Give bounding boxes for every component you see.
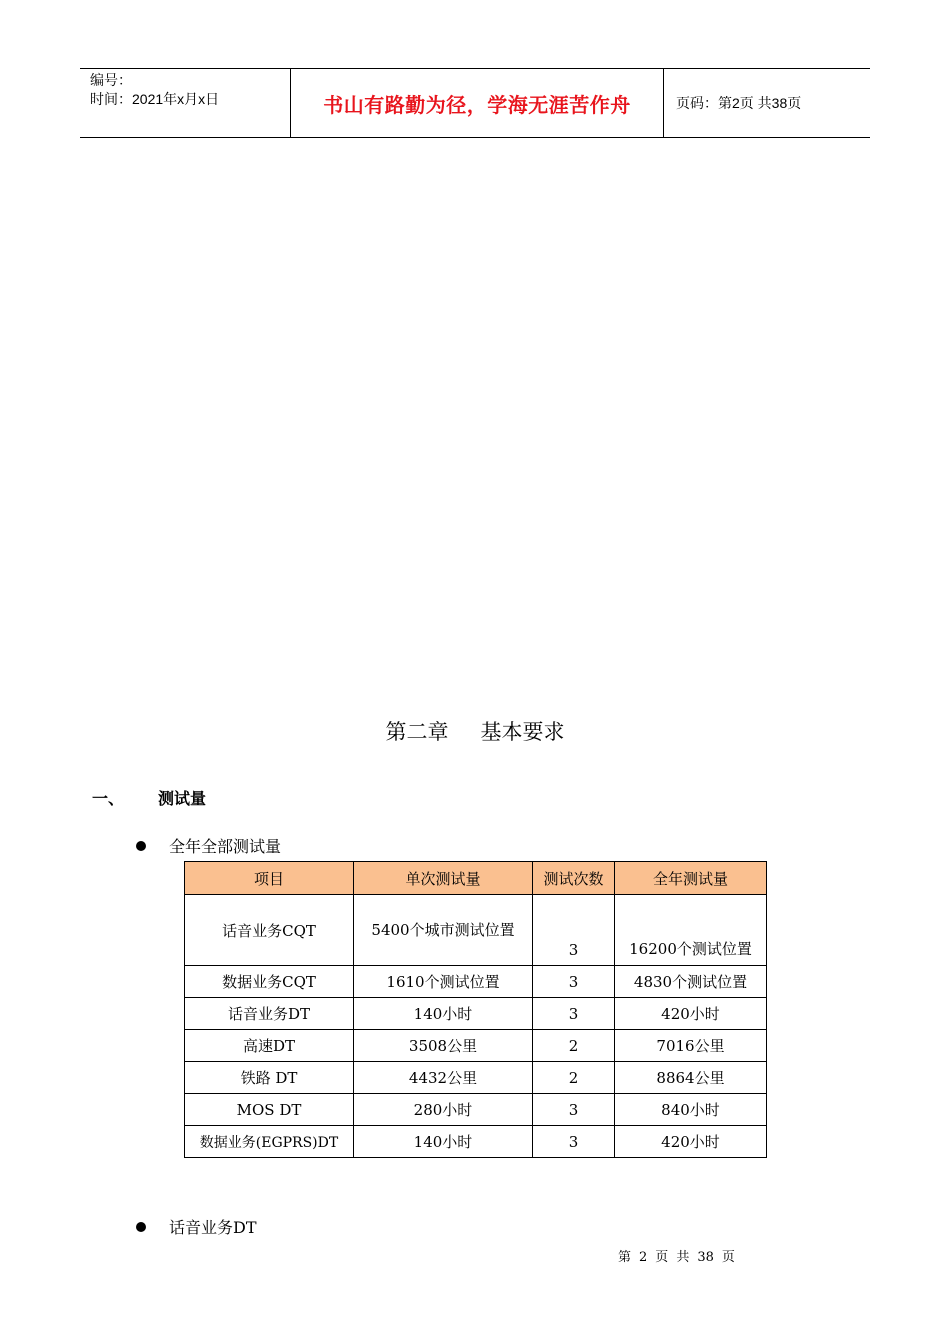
footer-ye: 页 [655, 1250, 669, 1265]
table-header-row [185, 862, 767, 895]
table-cell: 话音业务DT [185, 998, 354, 1030]
header-page-info: 页码：第2页 共38页 [676, 95, 802, 111]
table-cell: 2 [533, 1030, 615, 1062]
table-cell: 16200个测试位置 [615, 895, 767, 966]
table-cell: MOS DT [185, 1094, 354, 1126]
chapter-heading [0, 716, 950, 746]
table-cell: 3 [533, 1126, 615, 1158]
bullet-item [136, 1215, 257, 1238]
time-label: 时间：2021年x月x日 [90, 91, 220, 107]
section-title: 测试量 [158, 789, 207, 808]
page-header [80, 68, 870, 138]
table-cell: 140小时 [354, 998, 533, 1030]
table-row [185, 895, 767, 966]
number-label: 编号： [90, 72, 132, 88]
table-row [185, 1030, 767, 1062]
table-cell: 2 [533, 1062, 615, 1094]
table-cell: 3 [533, 966, 615, 998]
header-motto: 书山有路勤为径，学海无涯苦作舟 [291, 69, 664, 137]
table-cell: 数据业务(EGPRS)DT [185, 1126, 354, 1158]
table-cell: 8864公里 [615, 1062, 767, 1094]
table-cell: 1610个测试位置 [354, 966, 533, 998]
bullet-text: 全年全部测试量 [169, 837, 282, 856]
table-row [185, 998, 767, 1030]
table-cell: 3508公里 [354, 1030, 533, 1062]
table-cell: 3 [533, 1094, 615, 1126]
test-volume-table [184, 861, 767, 1158]
section-heading [92, 786, 206, 809]
table-cell: 数据业务CQT [185, 966, 354, 998]
table-cell: 140小时 [354, 1126, 533, 1158]
bullet-text: 话音业务DT [169, 1218, 257, 1237]
footer-page-number: 2 [639, 1250, 648, 1265]
table-cell: 4432公里 [354, 1062, 533, 1094]
table-cell: 420小时 [615, 1126, 767, 1158]
table-cell: 话音业务CQT [185, 895, 354, 966]
table-cell: 4830个测试位置 [615, 966, 767, 998]
table-cell: 铁路 DT [185, 1062, 354, 1094]
table-row [185, 1126, 767, 1158]
chapter-number: 第二章 [385, 720, 449, 744]
chapter-title: 基本要求 [480, 720, 565, 744]
footer-total-pages: 38 [697, 1250, 714, 1265]
column-header: 测试次数 [533, 862, 615, 895]
table-row [185, 966, 767, 998]
table-row [185, 1094, 767, 1126]
table-cell: 280小时 [354, 1094, 533, 1126]
wrapped-text: 5400个城市测试位置 [371, 921, 515, 939]
table-cell: 3 [533, 895, 615, 966]
footer-gong: 共 [676, 1250, 690, 1265]
page-footer [618, 1246, 743, 1265]
table-row [185, 1062, 767, 1094]
table-cell: 840小时 [615, 1094, 767, 1126]
header-left-cell [80, 69, 291, 137]
footer-di: 第 [618, 1250, 632, 1265]
column-header: 单次测试量 [354, 862, 533, 895]
column-header: 全年测试量 [615, 862, 767, 895]
table-cell: 高速DT [185, 1030, 354, 1062]
footer-ye: 页 [721, 1250, 735, 1265]
table-cell: 7016公里 [615, 1030, 767, 1062]
bullet-dot-icon [136, 841, 146, 851]
table-cell [354, 895, 533, 966]
table-cell: 3 [533, 998, 615, 1030]
bullet-dot-icon [136, 1222, 146, 1232]
column-header: 项目 [185, 862, 354, 895]
table-cell: 420小时 [615, 998, 767, 1030]
section-number: 一、 [92, 789, 125, 808]
bullet-item [136, 834, 281, 857]
